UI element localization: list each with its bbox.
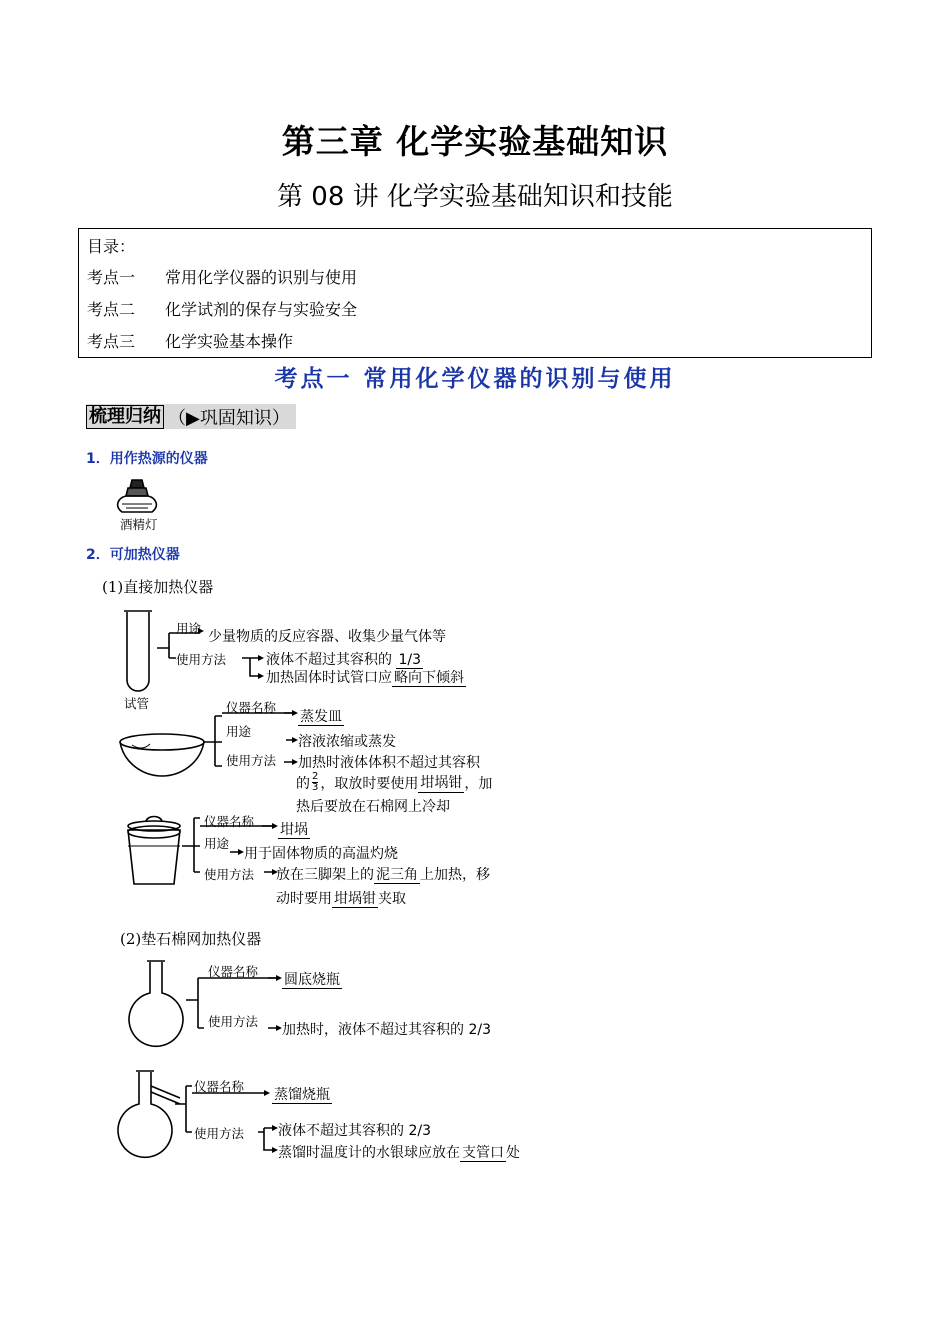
lamp-caption: 酒精灯 [120, 517, 158, 532]
summary-sub: （▶巩固知识） [168, 407, 290, 429]
dist-flask-method-1: 液体不超过其容积的 2/3 [278, 1123, 431, 1139]
fraction-numerator: 2 [312, 771, 319, 782]
toc-title: 目录： [87, 237, 136, 256]
toc-code: 考点二 [87, 300, 136, 319]
label-name: 仪器名称 [226, 700, 277, 715]
label-use: 用途 [204, 836, 230, 851]
round-bottom-flask-icon [129, 961, 183, 1046]
crucible-method-1: 放在三脚架上的 泥三角 上加热，移 [276, 867, 490, 883]
lecture-title: 第 08 讲 化学实验基础知识和技能 [277, 182, 673, 212]
dist-flask-name: 蒸馏烧瓶 [274, 1087, 330, 1103]
toc-text: 化学试剂的保存与实验安全 [165, 300, 358, 319]
crucible-method-2: 动时要用 坩埚钳 夹取 [276, 891, 406, 907]
test-tube-method-2: 加热固体时试管口应 略向下倾斜 [266, 670, 464, 686]
toc-code: 考点三 [87, 332, 136, 351]
test-tube-icon [124, 611, 152, 691]
label-method: 使用方法 [194, 1126, 245, 1141]
label-method: 使用方法 [176, 652, 227, 667]
toc-text: 常用化学仪器的识别与使用 [165, 268, 358, 287]
rb-flask-name: 圆底烧瓶 [284, 972, 340, 988]
label-use: 用途 [176, 621, 202, 636]
crucible-icon [128, 817, 180, 885]
alcohol-lamp-icon [118, 480, 157, 512]
label-name: 仪器名称 [204, 814, 255, 829]
test-tube-caption: 试管 [124, 696, 150, 711]
dish-method-3: 热后要放在石棉网上冷却 [296, 799, 450, 815]
label-method: 使用方法 [208, 1014, 259, 1029]
dish-use: 溶液浓缩或蒸发 [298, 734, 396, 750]
test-tube-use: 少量物质的反应容器、收集少量气体等 [208, 629, 446, 645]
sub-gauze-heating: (2)垫石棉网加热仪器 [120, 930, 262, 948]
label-name: 仪器名称 [194, 1079, 245, 1094]
heading-heatable: 2．可加热仪器 [86, 547, 180, 563]
summary-label: 梳理归纳 [86, 405, 164, 429]
label-use: 用途 [226, 724, 252, 739]
distillation-flask-icon [118, 1071, 180, 1157]
label-name: 仪器名称 [208, 964, 259, 979]
dish-method-2: 的 $\frac{2}{3}$ ，取放时要使用 坩埚钳 ，加 [296, 771, 493, 793]
label-method: 使用方法 [204, 867, 255, 882]
chapter-title: 第三章 化学实验基础知识 [281, 122, 669, 161]
section-title: 考点一 常用化学仪器的识别与使用 [274, 366, 676, 392]
test-tube-method-1: 液体不超过其容积的 1/3 [266, 652, 421, 668]
toc-text: 化学实验基本操作 [165, 332, 294, 351]
label-method: 使用方法 [226, 753, 277, 768]
sub-direct-heating: (1)直接加热仪器 [102, 578, 214, 596]
crucible-name: 坩埚 [280, 822, 308, 838]
fraction-denominator: 3 [312, 782, 319, 793]
evaporating-dish-icon [120, 734, 204, 776]
dist-flask-method-2: 蒸馏时温度计的水银球应放在 支管口 处 [278, 1145, 520, 1161]
heading-heat-source: 1．用作热源的仪器 [86, 451, 208, 467]
dish-name: 蒸发皿 [300, 709, 342, 725]
rb-flask-method: 加热时，液体不超过其容积的 2/3 [282, 1022, 491, 1038]
crucible-use: 用于固体物质的高温灼烧 [244, 846, 398, 862]
toc-code: 考点一 [87, 268, 136, 287]
dish-method-1: 加热时液体体积不超过其容积 [298, 755, 480, 771]
